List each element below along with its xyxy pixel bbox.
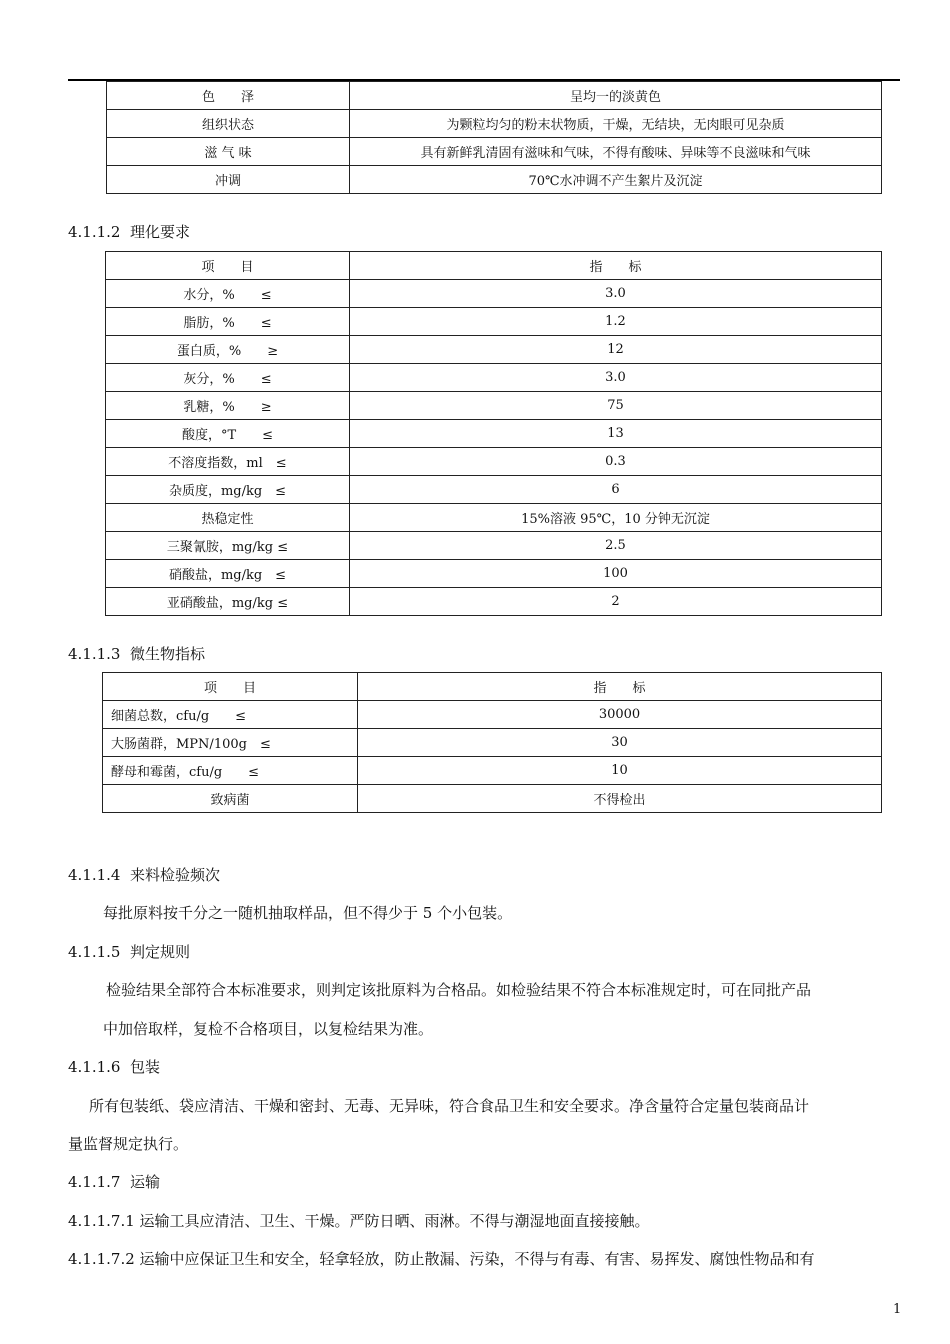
value-cell: 75 [350, 392, 882, 420]
table-row [106, 308, 882, 336]
section-heading-transport [68, 1171, 160, 1192]
value-cell: 30000 [358, 701, 882, 729]
physchem-table [105, 251, 882, 616]
item-cell: 乳糖，% ≥ [106, 392, 350, 420]
item-cell: 硝酸盐，mg/kg ≤ [106, 560, 350, 588]
section-number: 4.1.1.3 [68, 645, 121, 663]
item-cell: 杂质度，mg/kg ≤ [106, 476, 350, 504]
item-cell: 组织状态 [107, 110, 350, 138]
paragraph-packaging-line2: 量监督规定执行。 [68, 1135, 189, 1153]
item-cell: 冲调 [107, 166, 350, 194]
paragraph-packaging-line1: 所有包装纸、袋应清洁、干燥和密封、无毒、无异味，符合食品卫生和安全要求。净含量符合定量包装商品计 [89, 1097, 810, 1115]
section-heading-rule [68, 941, 190, 962]
value-cell: 3.0 [350, 280, 882, 308]
section-number: 4.1.1.2 [68, 223, 121, 241]
section-heading-frequency [68, 864, 220, 885]
table-row [106, 448, 882, 476]
table-row [103, 701, 882, 729]
section-number: 4.1.1.5 [68, 943, 121, 961]
table-row [103, 785, 882, 813]
page-number: 1 [893, 1302, 902, 1317]
item-cell: 滋 气 味 [107, 138, 350, 166]
item-cell: 亚硝酸盐，mg/kg ≤ [106, 588, 350, 616]
item-cell: 蛋白质，% ≥ [106, 336, 350, 364]
item-cell: 色 泽 [107, 82, 350, 110]
item-cell: 致病菌 [103, 785, 358, 813]
item-cell: 热稳定性 [106, 504, 350, 532]
value-cell: 10 [358, 757, 882, 785]
item-cell: 脂肪，% ≤ [106, 308, 350, 336]
value-cell: 6 [350, 476, 882, 504]
section-title: 包装 [130, 1058, 161, 1076]
table-row [107, 82, 882, 110]
table-row [103, 729, 882, 757]
column-header: 指 标 [358, 673, 882, 701]
column-header: 指 标 [350, 252, 882, 280]
table-row [106, 532, 882, 560]
value-cell: 2.5 [350, 532, 882, 560]
table-row [106, 336, 882, 364]
table-row [107, 138, 882, 166]
section-title: 微生物指标 [130, 645, 206, 663]
table-row [106, 420, 882, 448]
value-cell: 70℃水冲调不产生絮片及沉淀 [350, 166, 882, 194]
value-cell: 100 [350, 560, 882, 588]
appearance-table [106, 81, 882, 194]
item-cell: 灰分，% ≤ [106, 364, 350, 392]
section-heading-physchem [68, 221, 190, 242]
section-number: 4.1.1.6 [68, 1058, 121, 1076]
micro-table [102, 672, 882, 813]
section-heading-packaging [68, 1056, 160, 1077]
table-row [106, 476, 882, 504]
column-header: 项 目 [103, 673, 358, 701]
table-header-row [106, 252, 882, 280]
value-cell: 具有新鲜乳清固有滋味和气味，不得有酸味、异味等不良滋味和气味 [350, 138, 882, 166]
table-row [106, 560, 882, 588]
item-cell: 酵母和霉菌，cfu/g ≤ [103, 757, 358, 785]
table-row [107, 110, 882, 138]
paragraph-frequency: 每批原料按千分之一随机抽取样品，但不得少于 5 个小包装。 [103, 904, 513, 922]
table-header-row [103, 673, 882, 701]
table-row [106, 364, 882, 392]
section-title: 理化要求 [130, 223, 191, 241]
value-cell: 不得检出 [358, 785, 882, 813]
value-cell: 呈均一的淡黄色 [350, 82, 882, 110]
section-title: 来料检验频次 [130, 866, 221, 884]
table-row [106, 280, 882, 308]
table-row [106, 588, 882, 616]
value-cell: 3.0 [350, 364, 882, 392]
section-number: 4.1.1.7 [68, 1173, 121, 1191]
value-cell: 为颗粒均匀的粉末状物质，干燥，无结块，无肉眼可见杂质 [350, 110, 882, 138]
item-cell: 不溶度指数，ml ≤ [106, 448, 350, 476]
item-cell: 细菌总数，cfu/g ≤ [103, 701, 358, 729]
item-cell: 大肠菌群，MPN/100g ≤ [103, 729, 358, 757]
column-header: 项 目 [106, 252, 350, 280]
paragraph-transport-2: 4.1.1.7.2 运输中应保证卫生和安全，轻拿轻放，防止散漏、污染，不得与有毒、有害、易挥发、腐蚀性物品和有 [68, 1250, 815, 1268]
table-row [106, 392, 882, 420]
value-cell: 30 [358, 729, 882, 757]
item-cell: 酸度，°T ≤ [106, 420, 350, 448]
table-row [107, 166, 882, 194]
section-number: 4.1.1.4 [68, 866, 121, 884]
value-cell: 13 [350, 420, 882, 448]
value-cell: 1.2 [350, 308, 882, 336]
table-row [106, 504, 882, 532]
section-title: 运输 [130, 1173, 161, 1191]
paragraph-rule-line1: 检验结果全部符合本标准要求，则判定该批原料为合格品。如检验结果不符合本标准规定时，可在同批产品 [106, 981, 812, 999]
value-cell: 2 [350, 588, 882, 616]
section-heading-micro [68, 643, 205, 664]
paragraph-transport-1: 4.1.1.7.1 运输工具应清洁、卫生、干燥。严防日晒、雨淋。不得与潮湿地面直接接触。 [68, 1212, 650, 1230]
value-cell: 12 [350, 336, 882, 364]
value-cell: 0.3 [350, 448, 882, 476]
value-cell: 15%溶液 95℃，10 分钟无沉淀 [350, 504, 882, 532]
item-cell: 水分，% ≤ [106, 280, 350, 308]
table-row [103, 757, 882, 785]
paragraph-rule-line2: 中加倍取样，复检不合格项目，以复检结果为准。 [103, 1020, 434, 1038]
section-title: 判定规则 [130, 943, 191, 961]
item-cell: 三聚氰胺，mg/kg ≤ [106, 532, 350, 560]
